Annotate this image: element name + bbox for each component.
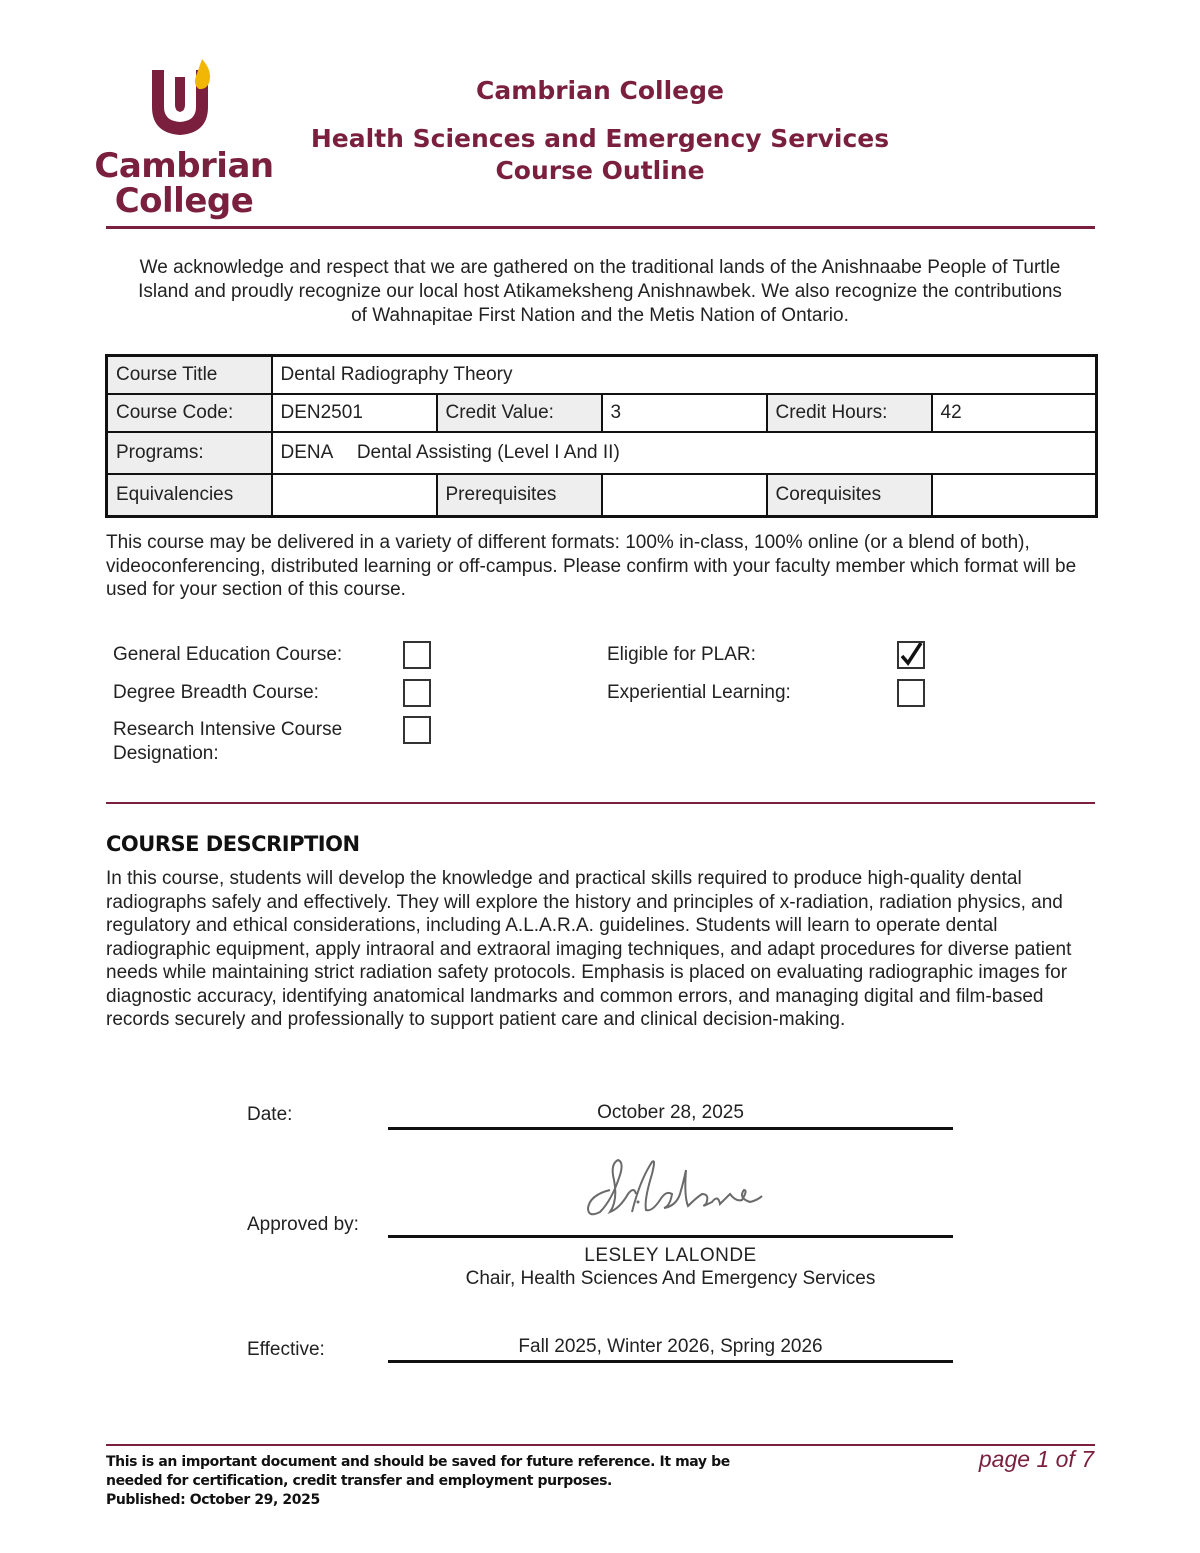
footer-divider <box>106 1444 1095 1446</box>
experiential-learning-label: Experiential Learning: <box>607 682 791 703</box>
equivalencies-value <box>272 474 437 517</box>
eligible-plar-checkbox[interactable] <box>897 641 925 669</box>
credit-value-value: 3 <box>602 394 767 432</box>
effective-value: Fall 2025, Winter 2026, Spring 2026 <box>518 1336 823 1357</box>
header-divider <box>106 226 1095 229</box>
program-code: DENA <box>280 442 333 463</box>
programs-label: Programs: <box>107 432 272 474</box>
approved-by-label: Approved by: <box>247 1214 359 1235</box>
program-name: Dental Assisting (Level I And II) <box>356 442 620 463</box>
degree-breadth-checkbox[interactable] <box>403 679 431 707</box>
programs-value <box>272 432 1097 474</box>
course-description-text: In this course, students will develop the knowledge and practical skills required to produce high-quality dental radiographs safely and effectively. They will explore the history and principles of x-radiation, radiation physics, and regulatory and ethical considerations, including A.L.A.R.A. guidelines. Students will learn to operate dental radiographic equipment, apply intraoral and extraoral imaging techniques, and adapt procedures for diverse patient needs while maintaining strict radiation safety protocols. Emphasis is placed on evaluating radiographic images for diagnostic accuracy, identifying anatomical landmarks and common errors, and managing digital and film-based records securely and professionally to support patient care and clinical decision-making. <box>106 868 1072 1030</box>
effective-line <box>388 1360 953 1363</box>
document-type: Course Outline <box>495 156 705 185</box>
college-logo <box>95 55 225 145</box>
experiential-learning-checkbox[interactable] <box>897 679 925 707</box>
credit-hours-value: 42 <box>932 394 1097 432</box>
course-code-label: Course Code: <box>107 394 272 432</box>
course-title-value: Dental Radiography Theory <box>272 356 1097 395</box>
effective-label: Effective: <box>247 1339 325 1360</box>
course-code-value: DEN2501 <box>272 394 437 432</box>
section-divider <box>106 802 1095 804</box>
date-line <box>388 1127 953 1130</box>
footer-notice <box>106 1453 806 1510</box>
date-value: October 28, 2025 <box>597 1102 744 1123</box>
footer-notice-line2: needed for certification, credit transfer and employment purposes. <box>106 1473 612 1489</box>
logo-wordmark-line2: College <box>114 181 254 221</box>
research-intensive-checkbox[interactable] <box>403 716 431 744</box>
credit-value-label: Credit Value: <box>437 394 602 432</box>
date-label: Date: <box>247 1104 293 1125</box>
eligible-plar-label: Eligible for PLAR: <box>607 644 756 665</box>
prerequisites-label: Prerequisites <box>437 474 602 517</box>
corequisites-label: Corequisites <box>767 474 932 517</box>
page-number: page 1 of 7 <box>978 1446 1094 1472</box>
logo-wordmark-line1: Cambrian <box>94 146 274 186</box>
course-description-heading: COURSE DESCRIPTION <box>106 832 360 856</box>
equivalencies-label: Equivalencies <box>107 474 272 517</box>
checkmark-icon <box>899 643 923 667</box>
college-name: Cambrian College <box>476 76 724 105</box>
research-intensive-label: Research Intensive Course Designation: <box>113 719 343 764</box>
approver-signature <box>580 1150 780 1225</box>
delivery-format-note: This course may be delivered in a variety of different formats: 100% in-class, 100% online (or a blend of both), videoconferencing, distributed learning or off-campus. Please confirm with your faculty member which format will be used for your section of this course. <box>106 532 1077 600</box>
general-education-checkbox[interactable] <box>403 641 431 669</box>
prerequisites-value <box>602 474 767 517</box>
corequisites-value <box>932 474 1097 517</box>
degree-breadth-label: Degree Breadth Course: <box>113 682 319 703</box>
footer-notice-line1: This is an important document and should be saved for future reference. It may be <box>106 1454 730 1470</box>
credit-hours-label: Credit Hours: <box>767 394 932 432</box>
published-date: Published: October 29, 2025 <box>106 1492 320 1508</box>
land-acknowledgement: We acknowledge and respect that we are gathered on the traditional lands of the Anishnaabe People of Turtle Island and proudly recognize our local host Atikameksheng Anishnawbek. We also recognize the contributions of Wahnapitae First Nation and the Metis Nation of Ontario. <box>138 257 1062 326</box>
division-name: Health Sciences and Emergency Services <box>310 124 890 153</box>
general-education-label: General Education Course: <box>113 644 343 665</box>
course-info-table <box>105 354 1098 518</box>
signature-line <box>388 1235 953 1238</box>
approver-name: LESLEY LALONDE <box>584 1245 757 1266</box>
course-title-label: Course Title <box>107 356 272 395</box>
approver-title: Chair, Health Sciences And Emergency Services <box>465 1268 876 1289</box>
